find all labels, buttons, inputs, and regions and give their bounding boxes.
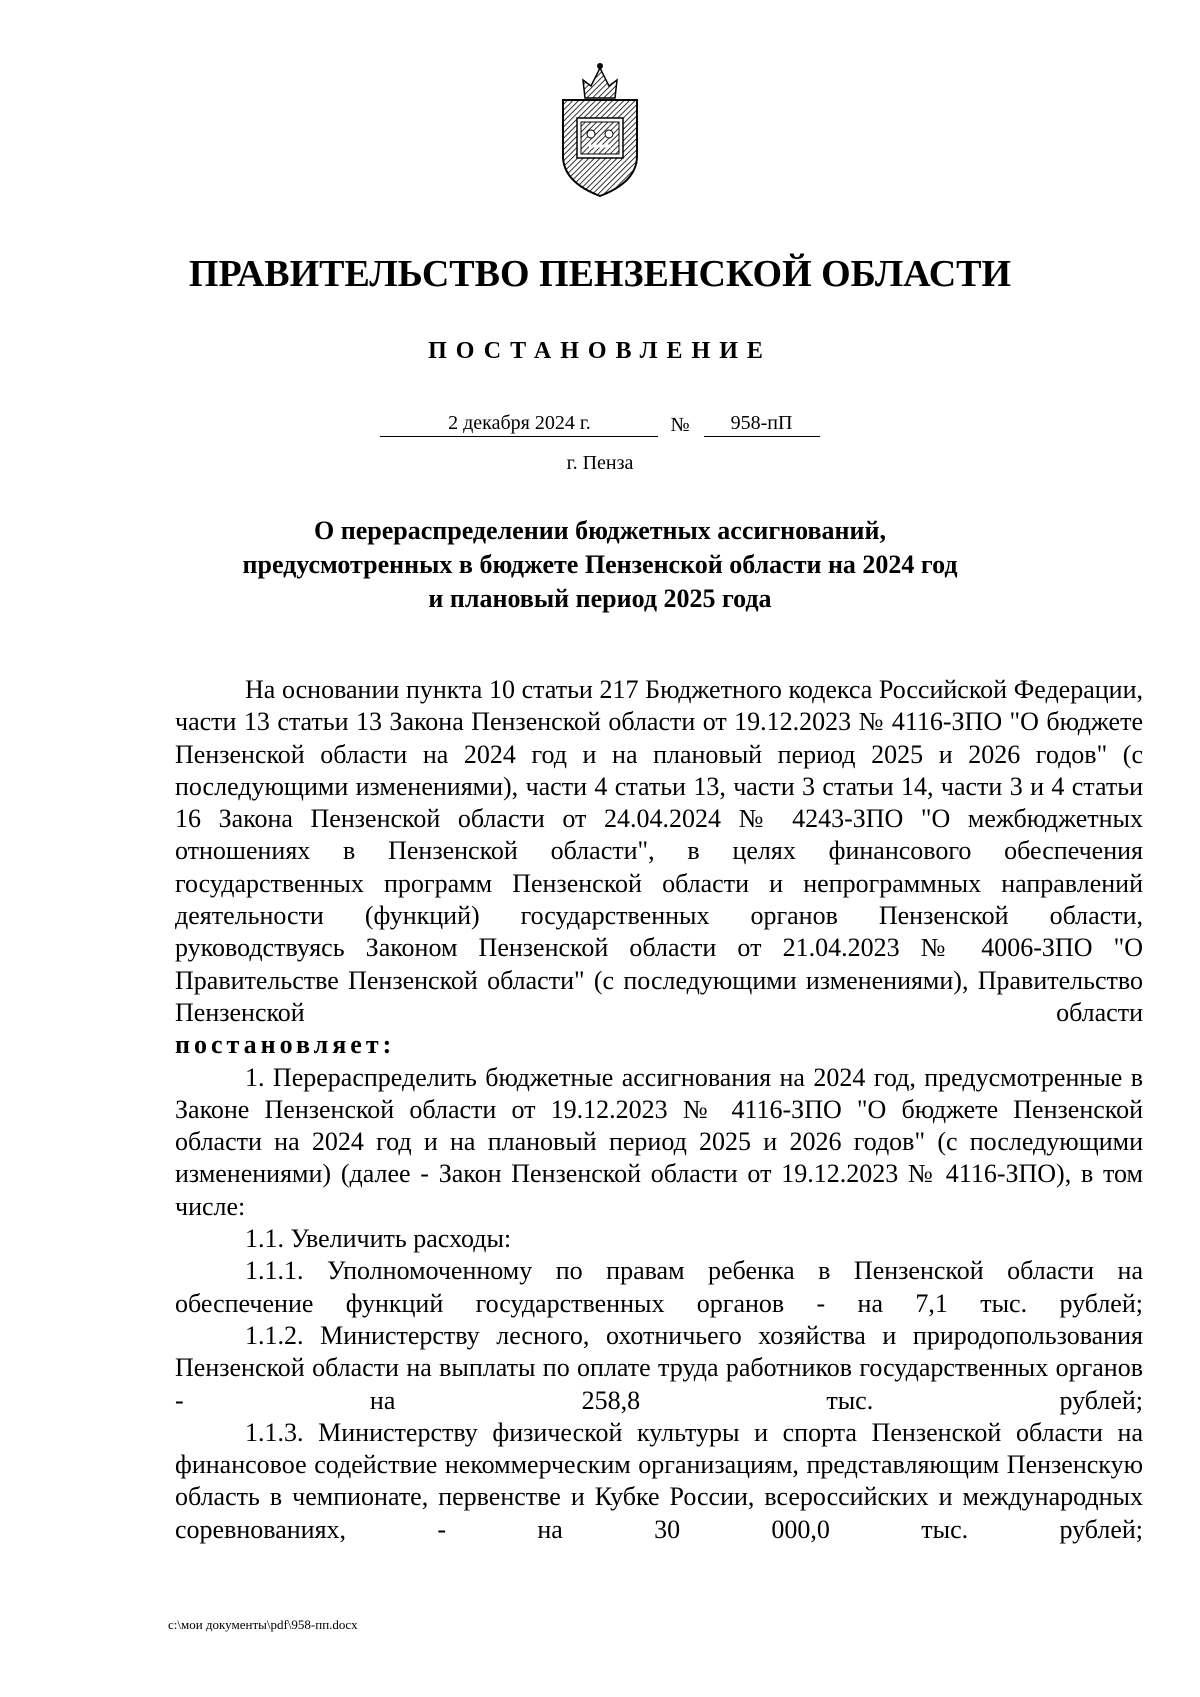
document-date: 2 декабря 2024 г.	[380, 412, 658, 437]
clause-1-1-1: 1.1.1. Уполномоченному по правам ребенка в Пензенской области на обеспечение функций государственных органов - на 7,1 тыс. рублей;	[175, 1256, 1143, 1318]
document-body	[175, 674, 1143, 1546]
subject-line-2: предусмотренных в бюджете Пензенской области на 2024 год	[242, 550, 958, 579]
clause-1-1-2: 1.1.2. Министерству лесного, охотничьего хозяйства и природопользования Пензенской области на выплаты по оплате труда работников государственных органов - на 258,8 тыс. рублей;	[175, 1320, 1143, 1415]
number-sign: №	[670, 414, 690, 436]
clause-1-1: 1.1. Увеличить расходы:	[245, 1224, 512, 1254]
government-title: ПРАВИТЕЛЬСТВО ПЕНЗЕНСКОЙ ОБЛАСТИ	[188, 253, 1012, 295]
coat-of-arms-emblem	[545, 60, 655, 200]
clause-1-1-3: 1.1.3. Министерству физической культуры и спорта Пензенской области на финансовое содействие некоммерческим организациям, представляющим Пензенскую область в чемпионате, первенстве и Кубке России, всероссийских и международных соревнованиях, - на 30 000,0 тыс. рублей;	[175, 1417, 1143, 1544]
date-number-line	[0, 412, 1200, 437]
document-number: 958-пП	[704, 412, 820, 437]
clause-1: 1. Перераспределить бюджетные ассигнования на 2024 год, предусмотренные в Законе Пензенской области от 19.12.2023 № 4116-ЗПО "О бюджете Пензенской области на 2024 год и на плановый период 2025 и 2026 годов" (с последующими изменениями) (далее - Закон Пензенской области от 19.12.2023 № 4116-ЗПО), в том числе:	[175, 1062, 1143, 1221]
document-type: ПОСТАНОВЛЕНИЕ	[428, 338, 772, 364]
footer-file-path: c:\мои документы\pdf\958-пп.docx	[168, 1617, 358, 1632]
preamble-paragraph: На основании пункта 10 статьи 217 Бюджетного кодекса Российской Федерации, части 13 статьи 13 Закона Пензенской области от 19.12.2023 № 4116-ЗПО "О бюджете Пензенской области на 2024 год и на плановый период 2025 и 2026 годов" (с последующими изменениями), части 4 статьи 13, части 3 статьи 14, части 3 и 4 статьи 16 Закона Пензенской области от 24.04.2024 № 4243-ЗПО "О межбюджетных отношениях в Пензенской области", в целях финансового обеспечения государственных программ Пензенской области и непрограммных направлений деятельности (функций) государственных органов Пензенской области, руководствуясь Законом Пензенской области от 21.04.2023 № 4006-ЗПО "О Правительстве Пензенской области" (с последующими изменениями), Правительство Пензенской области	[175, 675, 1143, 1027]
decree-word: постановляет:	[175, 1030, 396, 1060]
decree-word-paragraph	[175, 1029, 1143, 1061]
document-subject	[0, 514, 1200, 616]
city: г. Пенза	[566, 452, 634, 474]
subject-line-1: О перераспределении бюджетных ассигнований,	[314, 516, 886, 545]
subject-line-3: и плановый период 2025 года	[428, 584, 772, 613]
